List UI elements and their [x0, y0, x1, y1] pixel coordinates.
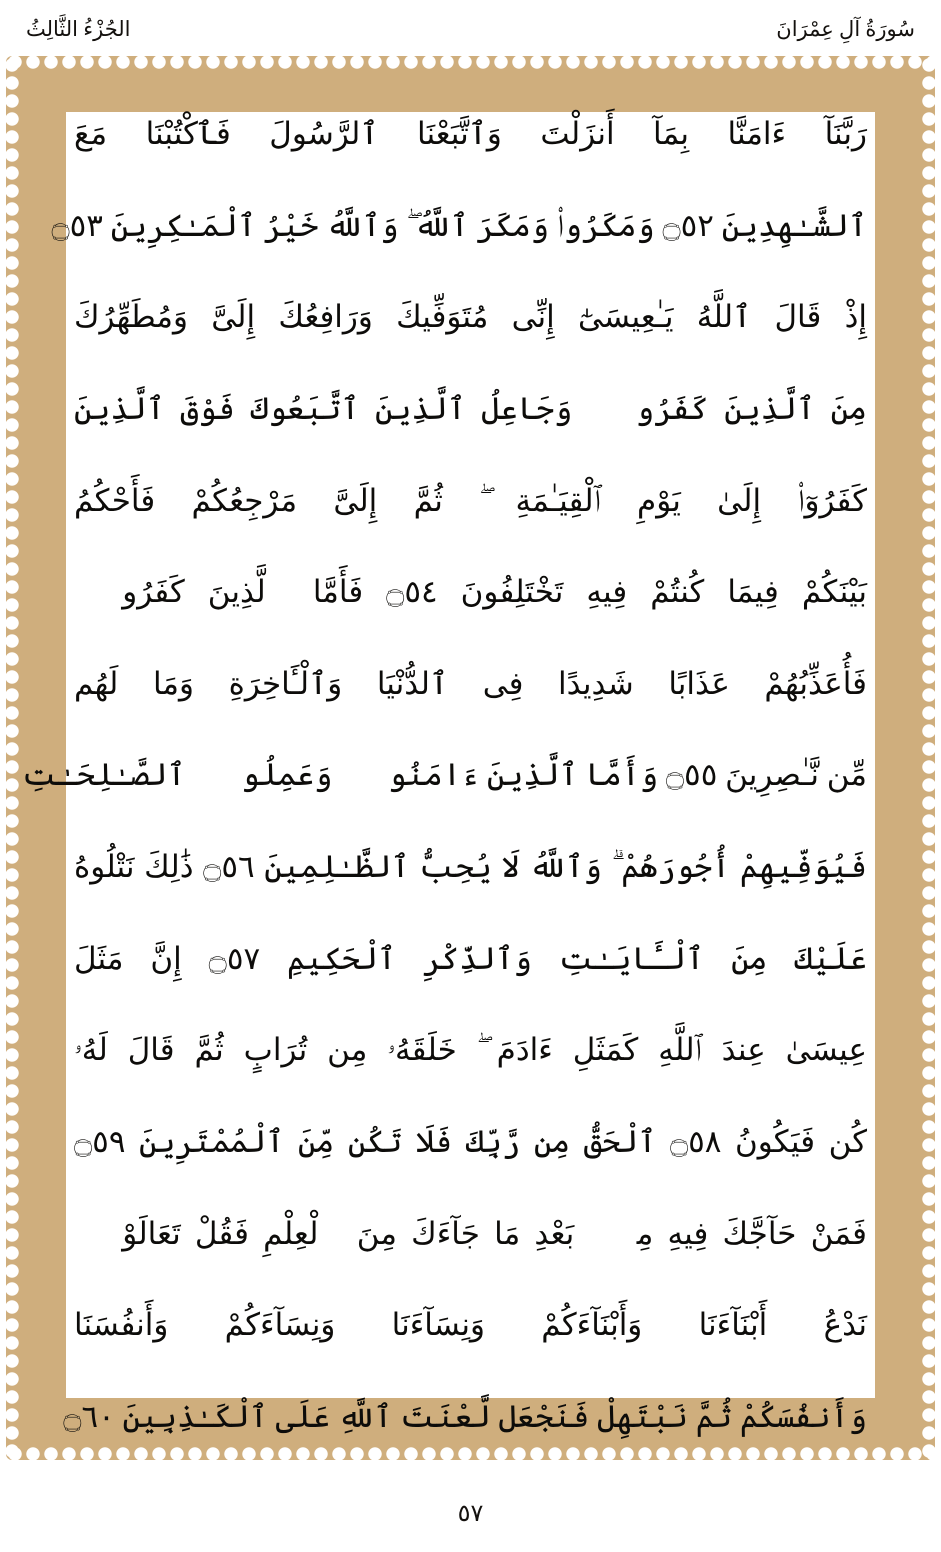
- quran-line: عِيسَىٰ عِندَ ٱللَّهِ كَمَثَلِ ءَادَمَ ۖ خَلَقَهُۥ مِن تُرَابٍ ثُمَّ قَالَ لَهُۥ: [74, 1032, 867, 1068]
- quran-text-body: [22, 116, 868, 1434]
- quran-line: فَمَنْ حَآجَّكَ فِيهِ مِنۢ بَعْدِ مَا جَآءَكَ مِنَ ٱلْعِلْمِ فَقُلْ تَعَالَوْا۟: [74, 1215, 867, 1251]
- frame-scallop-left-icon: [5, 56, 19, 1460]
- quran-line: ٱلشَّـٰهِدِينَ ۝٥٢ وَمَكَرُوا۟ وَمَكَرَ ٱللَّهُ ۖ وَٱللَّهُ خَيْرُ ٱلْمَـٰكِرِينَ ۝٥٣: [51, 207, 867, 243]
- quran-line: وَأَنفُسَكُمْ ثُمَّ نَبْتَهِلْ فَنَجْعَل لَّعْنَتَ ٱللَّهِ عَلَى ٱلْكَـٰذِبِينَ ۝٦٠: [63, 1398, 867, 1434]
- page-number: ٥٧: [457, 1501, 484, 1527]
- quran-line: عَلَيْكَ مِنَ ٱلْـَٔايَـٰتِ وَٱلذِّكْرِ ٱلْحَكِيمِ ۝٥٧ إِنَّ مَثَلَ: [74, 940, 867, 976]
- quran-line: مِّن نَّـٰصِرِينَ ۝٥٥ وَأَمَّا ٱلَّذِينَ ءَامَنُوا۟ وَعَمِلُوا۟ ٱلصَّـٰلِحَـٰتِ: [22, 757, 867, 793]
- quran-line: بَيْنَكُمْ فِيمَا كُنتُمْ فِيهِ تَخْتَلِفُونَ ۝٥٤ فَأَمَّا ٱلَّذِينَ كَفَرُوا۟: [74, 574, 867, 610]
- surah-label: سُورَةُ آلِ عِمْرَانَ: [776, 16, 915, 41]
- page-header: [0, 6, 941, 52]
- quran-line: كَفَرُوٓا۟ إِلَىٰ يَوْمِ ٱلْقِيَـٰمَةِ ۖ ثُمَّ إِلَىَّ مَرْجِعُكُمْ فَأَحْكُمُ: [74, 482, 867, 518]
- quran-line: فَأُعَذِّبُهُمْ عَذَابًا شَدِيدًا فِى ٱلدُّنْيَا وَٱلْـَٔاخِرَةِ وَمَا لَهُم: [74, 665, 867, 701]
- quran-line: إِذْ قَالَ ٱللَّهُ يَـٰعِيسَىٰٓ إِنِّى مُتَوَفِّيكَ وَرَافِعُكَ إِلَىَّ وَمُطَهِّرُكَ: [74, 299, 867, 335]
- quran-line: نَدْعُ أَبْنَآءَنَا وَأَبْنَآءَكُمْ وَنِسَآءَنَا وَنِسَآءَكُمْ وَأَنفُسَنَا: [74, 1307, 867, 1343]
- quran-line: كُن فَيَكُونُ ۝٥٨ ٱلْحَقُّ مِن رَّبِّكَ فَلَا تَكُن مِّنَ ٱلْمُمْتَرِينَ ۝٥٩: [74, 1124, 868, 1160]
- frame-scallop-bottom-icon: [6, 1447, 935, 1461]
- frame-scallop-top-icon: [6, 55, 935, 69]
- juz-label: الجُزْءُ الثَّالِثُ: [26, 16, 131, 41]
- quran-line: مِنَ ٱلَّذِينَ كَفَرُوا۟ وَجَاعِلُ ٱلَّذِينَ ٱتَّبَعُوكَ فَوْقَ ٱلَّذِينَ: [74, 390, 867, 426]
- quran-line: فَيُوَفِّيهِمْ أُجُورَهُمْ ۗ وَٱللَّهُ لَا يُحِبُّ ٱلظَّـٰلِمِينَ ۝٥٦ ذَٰلِكَ نَتْلُوهُ: [74, 849, 867, 885]
- quran-line: رَبَّنَآ ءَامَنَّا بِمَآ أَنزَلْتَ وَٱتَّبَعْنَا ٱلرَّسُولَ فَٱكْتُبْنَا مَعَ: [74, 116, 867, 151]
- page-footer: [0, 1499, 941, 1528]
- frame-scallop-right-icon: [922, 56, 936, 1460]
